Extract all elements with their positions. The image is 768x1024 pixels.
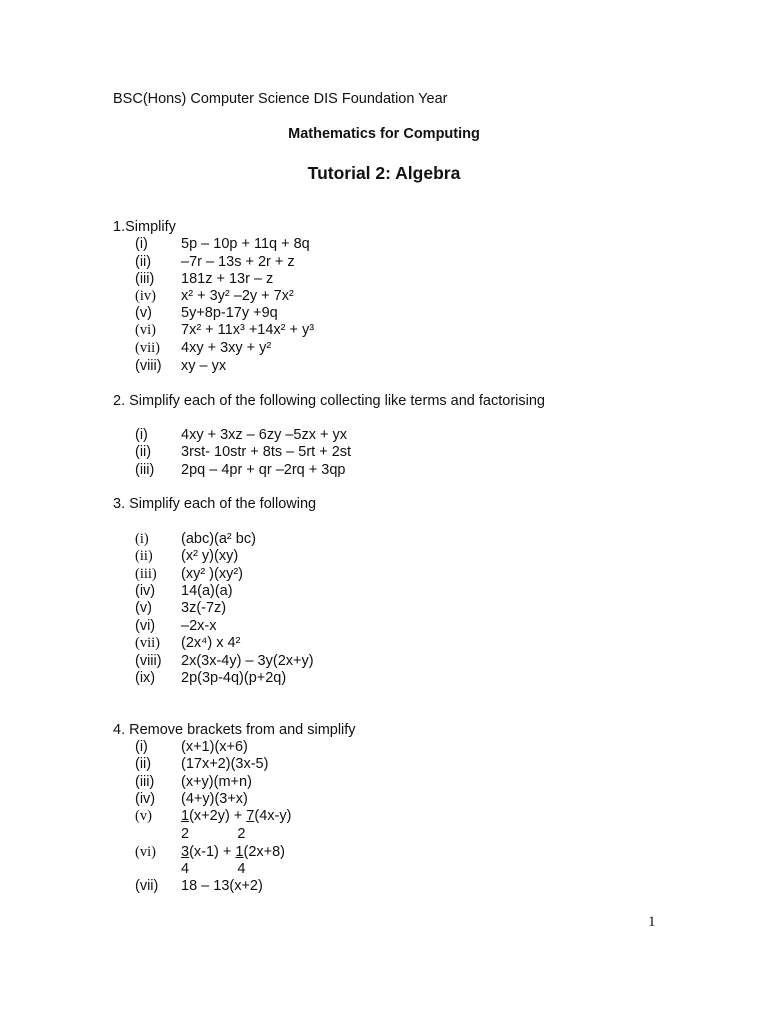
question-1-item [135,254,695,271]
question-3-item [135,618,695,635]
question-1-item [135,322,695,339]
item-expression: (x+y)(m+n) [181,774,252,790]
item-expression: 18 – 13(x+2) [181,878,263,894]
item-number: (vii) [135,635,160,651]
document-subtitle: Mathematics for Computing [288,126,480,142]
item-number: (vii) [135,878,159,894]
question-3-heading: 3. Simplify each of the following [113,496,317,512]
expression-part: (x-1) + [189,844,236,860]
item-number: (iii) [135,462,155,478]
question-3-item [135,583,695,600]
item-expression: (xy² )(xy²) [181,566,244,582]
item-number: (v) [135,305,152,321]
question-4-item [135,791,695,808]
item-number: (ix) [135,670,156,686]
question-3-item [135,670,695,687]
item-number: (ii) [135,756,152,772]
item-number: (iii) [135,271,155,287]
document-title: Tutorial 2: Algebra [307,163,461,183]
item-number: (vii) [135,340,160,356]
expression-part: (x+2y) + [189,808,247,824]
item-expression: (x+1)(x+6) [181,739,248,755]
fraction-numerator: 3 [181,844,190,860]
fraction-numerator: 1 [235,844,244,860]
item-expression: 4xy + 3xz – 6zy –5zx + yx [181,427,348,443]
item-number: (viii) [135,653,162,669]
item-expression [181,844,285,860]
item-number: (iii) [135,566,157,582]
course-header: BSC(Hons) Computer Science DIS Foundation Year [113,91,448,107]
question-2-item [135,427,695,444]
question-4-item [135,844,695,861]
question-2-heading: 2. Simplify each of the following collecting like terms and factorising [113,393,545,409]
item-number: (vi) [135,322,156,338]
item-expression: 2p(3p-4q)(p+2q) [181,670,287,686]
item-expression: 2x(3x-4y) – 3y(2x+y) [181,653,314,669]
item-number: (iv) [135,288,156,304]
item-number: (i) [135,236,148,252]
item-expression: 14(a)(a) [181,583,233,599]
question-1-heading: 1.Simplify [113,219,176,235]
item-expression: 181z + 13r – z [181,271,274,287]
question-2-item [135,444,695,461]
item-expression: 5y+8p-17y +9q [181,305,278,321]
question-1-item [135,305,695,322]
item-number: (v) [135,600,152,616]
question-4-item [135,878,695,895]
item-expression: (x² y)(xy) [181,548,239,564]
item-expression: 7x² + 11x³ +14x² + y³ [181,322,315,338]
item-expression: x² + 3y² –2y + 7x² [181,288,294,304]
item-number: (vi) [135,618,156,634]
item-expression: 3z(-7z) [181,600,227,616]
item-expression: (17x+2)(3x-5) [181,756,269,772]
expression-part: (4x-y) [254,808,292,824]
question-2-item [135,462,695,479]
item-expression: 5p – 10p + 11q + 8q [181,236,310,252]
question-4-item [135,774,695,791]
question-3-item [135,531,695,548]
question-3-item [135,566,695,583]
question-3-item [135,548,695,565]
item-number: (i) [135,739,148,755]
question-3-item [135,635,695,652]
item-number: (vi) [135,844,156,860]
question-4-item [135,756,695,773]
expression-part: (2x+8) [243,844,285,860]
fraction-numerator: 1 [181,808,190,824]
fraction-denominators: 4 4 [181,861,246,877]
question-1-item [135,288,695,305]
item-expression: (4+y)(3+x) [181,791,248,807]
fraction-numerator: 7 [246,808,255,824]
item-number: (iv) [135,791,156,807]
item-number: (i) [135,531,149,547]
question-1-item [135,236,695,253]
item-expression: xy – yx [181,358,227,374]
item-expression: –7r – 13s + 2r + z [181,254,295,270]
item-expression: 3rst- 10str + 8ts – 5rt + 2st [181,444,352,460]
item-number: (ii) [135,548,153,564]
question-1-item [135,340,695,357]
question-4-heading: 4. Remove brackets from and simplify [113,722,356,738]
question-3-item [135,653,695,670]
item-number: (ii) [135,254,152,270]
question-1-item [135,358,695,375]
item-expression [181,808,291,824]
item-number: (viii) [135,358,162,374]
item-number: (ii) [135,444,152,460]
item-number: (i) [135,427,148,443]
question-3-item [135,600,695,617]
item-number: (v) [135,808,152,824]
item-number: (iv) [135,583,156,599]
item-expression: (2x⁴) x 4² [181,635,241,651]
item-expression: 4xy + 3xy + y² [181,340,272,356]
item-expression: (abc)(a² bc) [181,531,256,547]
question-4-item [135,808,695,825]
item-number: (iii) [135,774,155,790]
item-expression: 2pq – 4pr + qr –2rq + 3qp [181,462,346,478]
fraction-denominators: 2 2 [181,826,246,842]
question-4-item [135,739,695,756]
question-1-item [135,271,695,288]
item-expression: –2x-x [181,618,217,634]
page-number: 1 [648,914,656,930]
